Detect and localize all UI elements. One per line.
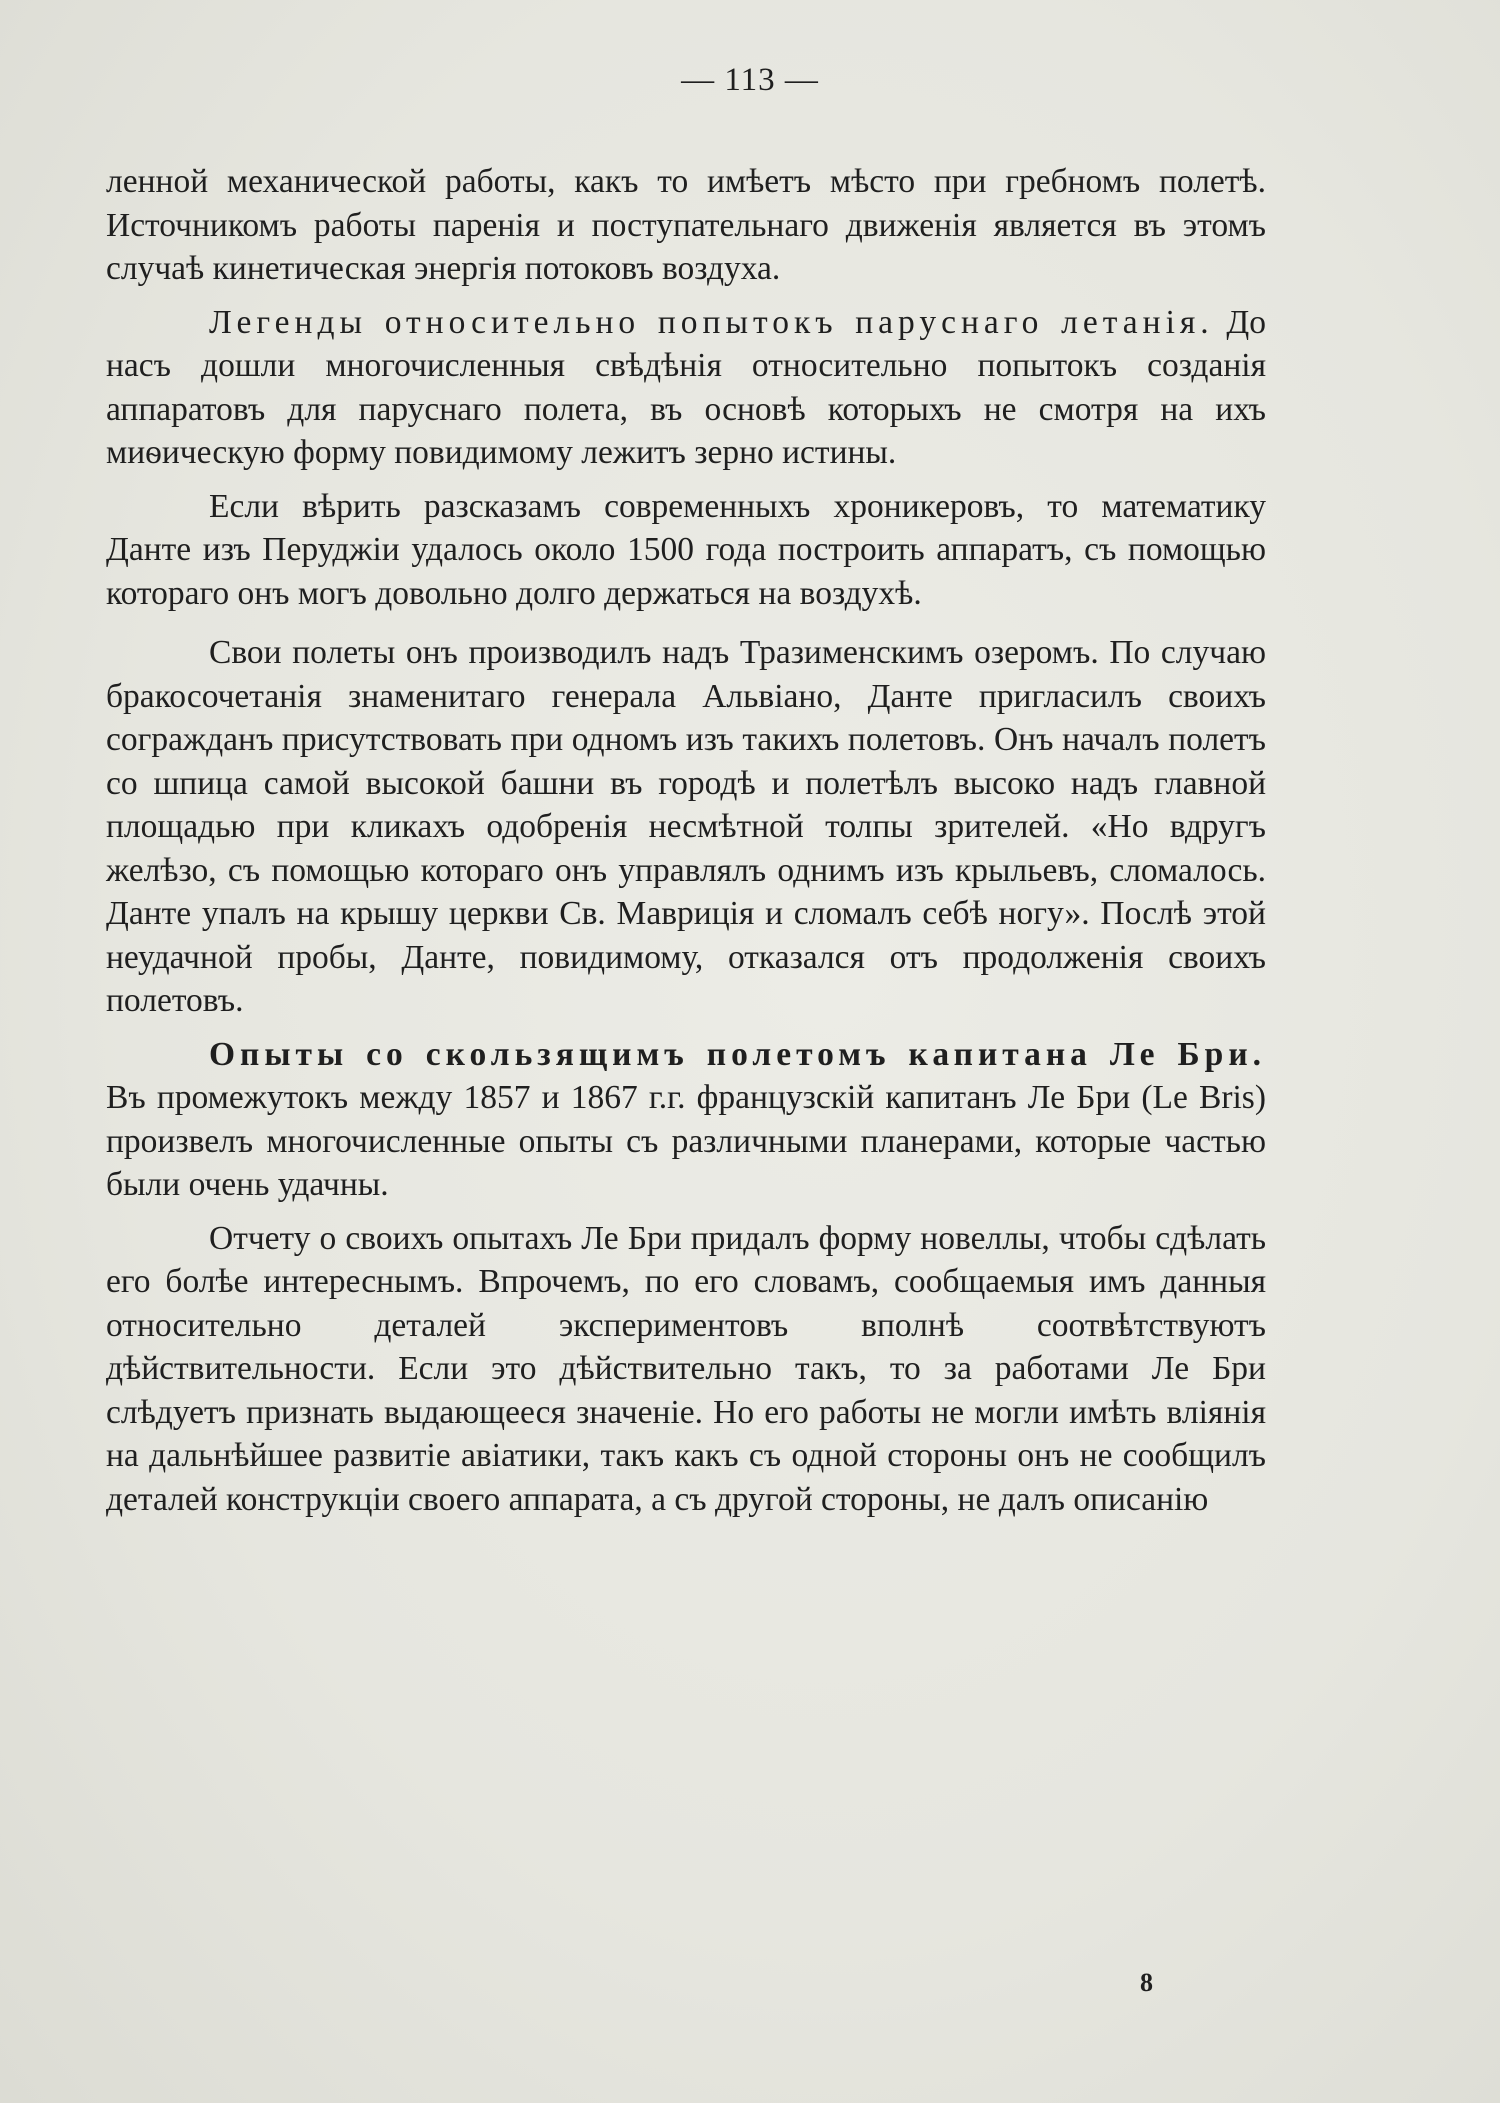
paragraph-dante-flights: Свои полеты онъ производилъ надъ Тразименскимъ озеромъ. По случаю бракосочетанія знаменитаго генерала Альвіано, Данте пригласилъ своихъ согражданъ присутствовать при одномъ изъ такихъ полетовъ. Онъ началъ полетъ со шпица самой высокой башни въ городѣ и полетѣлъ высоко надъ главной площадью при кликахъ одобренія несмѣтной толпы зрителей. «Но вдругъ желѣзо, съ помощью котораго онъ управлялъ однимъ изъ крыльевъ, сломалось. Данте упалъ на крышу церкви Св. Мавриція и сломалъ себѣ ногу». Послѣ этой неудачной пробы, Данте, повидимому, отказался отъ продолженія своихъ полетовъ. [106, 634, 1266, 1019]
paragraph-le-bris-report: Отчету о своихъ опытахъ Ле Бри придалъ форму новеллы, чтобы сдѣлать его болѣе интереснымъ. Впрочемъ, по его словамъ, сообщаемыя имъ данныя относительно деталей экспериментовъ вполнѣ соотвѣтствуютъ дѣйствительности. Если это дѣйствительно такъ, то за работами Ле Бри слѣдуетъ признать выдающееся значеніе. Но его работы не могли имѣть вліянія на дальнѣйшее развитіе авіатики, такъ какъ съ одной стороны онъ не сообщилъ деталей конструкціи своего аппарата, а съ другой стороны, не далъ описанію [106, 1219, 1266, 1518]
paragraph-continuation: ленной механической работы, какъ то имѣетъ мѣсто при гребномъ полетѣ. Источникомъ работы паренія и поступательнаго движенія является въ этомъ случаѣ кинетическая энергія потоковъ воздуха. [106, 163, 1266, 287]
paragraph-le-bris-body: Въ промежутокъ между 1857 и 1867 г.г. французскій капитанъ Ле Бри (Le Bris) произвелъ многочисленные опыты съ различными планерами, которые частью были очень удачны. [106, 1079, 1266, 1203]
paragraph-le-bris [106, 1033, 1266, 1207]
signature-mark: 8 [1140, 1968, 1153, 1997]
body-text [106, 160, 1266, 1521]
paragraph-legends-body: До насъ дошли многочисленныя свѣдѣнія относительно попытокъ созданія аппаратовъ для паруснаго полета, въ основѣ которыхъ не смотря на ихъ миѳическую форму повидимому лежитъ зерно истины. [106, 303, 1266, 471]
paragraph-dante-intro: Если вѣрить разсказамъ современныхъ хроникеровъ, то математику Данте изъ Перуджіи удалось около 1500 года построить аппаратъ, съ помощью котораго онъ могъ довольно долго держаться на воздухѣ. [106, 487, 1266, 612]
section-heading-le-bris: Опыты со скользящимъ полетомъ капитана Ле Бри. [209, 1035, 1266, 1073]
page-number-header: — 113 — [681, 62, 819, 98]
paragraph-legends [106, 301, 1266, 475]
section-heading-legends: Легенды относительно попытокъ паруснаго летанія. [209, 303, 1214, 341]
